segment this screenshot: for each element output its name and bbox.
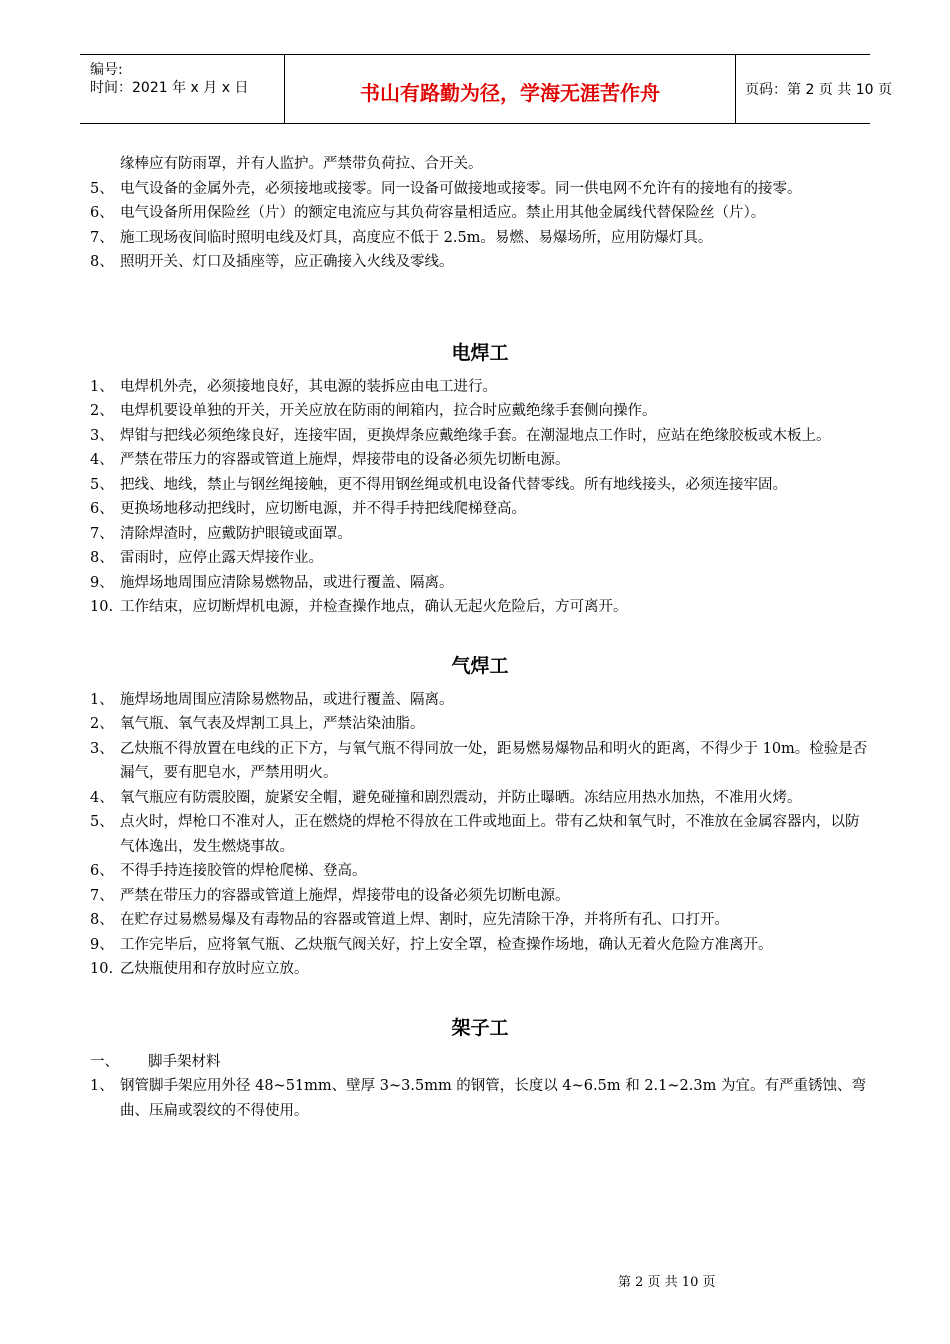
item-text: 清除焊渣时，应戴防护眼镜或面罩。 (120, 525, 352, 542)
gas-welder-list (90, 688, 870, 982)
item-number: 6、 (90, 863, 114, 879)
list-item (90, 201, 870, 226)
item-text: 缘棒应有防雨罩，并有人监护。严禁带负荷拉、合开关。 (120, 156, 483, 172)
item-text: 氧气瓶应有防震胶圈，旋紧安全帽，避免碰撞和剧烈震动，并防止曝晒。冻结应用热水加热，不准用火烤。 (120, 789, 802, 806)
item-number: 2、 (90, 403, 114, 419)
item-number: 8、 (90, 254, 114, 270)
item-number: 1、 (90, 378, 114, 395)
item-number: 10. (90, 599, 114, 615)
item-text: 雷雨时，应停止露天焊接作业。 (120, 550, 323, 566)
list-item (90, 595, 870, 620)
list-item (90, 250, 870, 275)
item-number: 7、 (90, 229, 114, 246)
item-text: 施焊场地周围应清除易燃物品，或进行覆盖、隔离。 (120, 691, 454, 708)
page-header (80, 54, 892, 124)
list-item (90, 1074, 870, 1123)
item-number: 2、 (90, 716, 114, 732)
item-text: 工作结束，应切断焊机电源，并检查操作地点，确认无起火危险后，方可离开。 (120, 599, 628, 615)
item-number: 5、 (90, 180, 114, 197)
item-number: 9、 (90, 936, 114, 953)
list-item-continuation (90, 152, 870, 177)
item-text: 更换场地移动把线时，应切断电源，并不得手持把线爬梯登高。 (120, 501, 526, 517)
header-motto-cell (284, 55, 736, 123)
item-number: 9、 (90, 574, 114, 591)
header-page-label: 页码：第 2 页 共 10 页 (745, 82, 892, 98)
item-text: 钢管脚手架应用外径 48~51mm、壁厚 3~3.5mm 的钢管，长度以 4~6.5m 和 2.1~2.3m 为宜。有严重锈蚀、弯曲、压扁或裂纹的不得使用。 (120, 1078, 866, 1119)
item-text: 电焊机外壳，必须接地良好，其电源的装拆应由电工进行。 (120, 378, 497, 395)
item-number: 3、 (90, 427, 114, 444)
item-number: 3、 (90, 740, 114, 757)
item-text: 电气设备的金属外壳，必须接地或接零。同一设备可做接地或接零。同一供电网不允许有的接地有的接零。 (120, 180, 802, 197)
scaffolder-list (90, 1074, 870, 1123)
list-item (90, 884, 870, 909)
item-text: 氧气瓶、氧气表及焊割工具上，严禁沾染油脂。 (120, 716, 425, 732)
page-footer: 第 2 页 共 10 页 (618, 1275, 716, 1290)
item-text: 电焊机要设单独的开关，开关应放在防雨的闸箱内，拉合时应戴绝缘手套侧向操作。 (120, 403, 657, 419)
item-number: 5、 (90, 476, 114, 493)
item-number: 10. (90, 961, 114, 977)
item-text: 焊钳与把线必须绝缘良好，连接牢固，更换焊条应戴绝缘手套。在潮湿地点工作时，应站在绝缘胶板或木板上。 (120, 427, 831, 444)
header-left-cell (80, 55, 284, 123)
item-text: 乙炔瓶不得放置在电线的正下方，与氧气瓶不得同放一处，距易燃易爆物品和明火的距离，不得少于 10m。检验是否漏气，要有肥皂水，严禁用明火。 (120, 740, 868, 781)
list-item (90, 712, 870, 737)
list-item (90, 375, 870, 400)
list-item (90, 957, 870, 982)
list-item (90, 424, 870, 449)
document-body (90, 152, 870, 1123)
header-page-cell (735, 55, 892, 123)
list-item (90, 448, 870, 473)
list-item (90, 908, 870, 933)
welder-list (90, 375, 870, 620)
item-number: 8、 (90, 912, 114, 928)
list-item (90, 933, 870, 958)
item-text: 施焊场地周围应清除易燃物品，或进行覆盖、隔离。 (120, 574, 454, 591)
item-text: 严禁在带压力的容器或管道上施焊，焊接带电的设备必须先切断电源。 (120, 887, 570, 904)
item-number: 1、 (90, 1078, 114, 1094)
electrician-list (90, 177, 870, 275)
item-text: 在贮存过易燃易爆及有毒物品的容器或管道上焊、割时，应先清除干净，并将所有孔、口打开。 (120, 912, 729, 928)
list-item (90, 473, 870, 498)
item-text: 照明开关、灯口及插座等，应正确接入火线及零线。 (120, 254, 454, 270)
subsection-heading (90, 1050, 870, 1075)
item-text: 不得手持连接胶管的焊枪爬梯、登高。 (120, 863, 367, 879)
section-title-scaffolder: 架子工 (451, 1016, 509, 1039)
section-title-gas-welder: 气焊工 (451, 654, 509, 677)
item-text: 把线、地线，禁止与钢丝绳接触，更不得用钢丝绳或机电设备代替零线。所有地线接头，必须连接牢固。 (120, 476, 787, 493)
list-item (90, 497, 870, 522)
list-item (90, 399, 870, 424)
item-text: 点火时，焊枪口不准对人，正在燃烧的焊枪不得放在工件或地面上。带有乙炔和氧气时，不准放在金属容器内，以防气体逸出，发生燃烧事故。 (120, 814, 860, 855)
item-number: 6、 (90, 205, 114, 221)
document-time-label: 时间：2021 年 x 月 x 日 (90, 80, 249, 96)
item-number: 8、 (90, 550, 114, 566)
item-text: 电气设备所用保险丝（片）的额定电流应与其负荷容量相适应。禁止用其他金属线代替保险丝（片）。 (120, 205, 766, 221)
item-number: 7、 (90, 887, 114, 904)
subsection-number: 一、 (90, 1053, 119, 1070)
list-item (90, 522, 870, 547)
section-title-welder: 电焊工 (451, 341, 509, 364)
list-item (90, 226, 870, 251)
list-item (90, 177, 870, 202)
item-number: 5、 (90, 814, 114, 830)
list-item (90, 737, 870, 786)
document-number-label: 编号: (90, 62, 123, 78)
item-number: 1、 (90, 691, 114, 708)
item-number: 7、 (90, 525, 114, 542)
item-text: 严禁在带压力的容器或管道上施焊，焊接带电的设备必须先切断电源。 (120, 452, 570, 468)
item-number: 6、 (90, 501, 114, 517)
list-item (90, 810, 870, 859)
item-text: 乙炔瓶使用和存放时应立放。 (120, 961, 309, 977)
subsection-title: 脚手架材料 (148, 1053, 221, 1070)
item-text: 施工现场夜间临时照明电线及灯具，高度应不低于 2.5m。易燃、易爆场所，应用防爆灯具。 (120, 229, 713, 246)
list-item (90, 571, 870, 596)
item-text: 工作完毕后，应将氧气瓶、乙炔瓶气阀关好，拧上安全罩，检查操作场地，确认无着火危险方准离开。 (120, 936, 773, 953)
header-motto: 书山有路勤为径，学海无涯苦作舟 (360, 81, 660, 105)
list-item (90, 786, 870, 811)
list-item (90, 546, 870, 571)
list-item (90, 688, 870, 713)
item-number: 4、 (90, 452, 114, 468)
list-item (90, 859, 870, 884)
item-number: 4、 (90, 789, 114, 806)
